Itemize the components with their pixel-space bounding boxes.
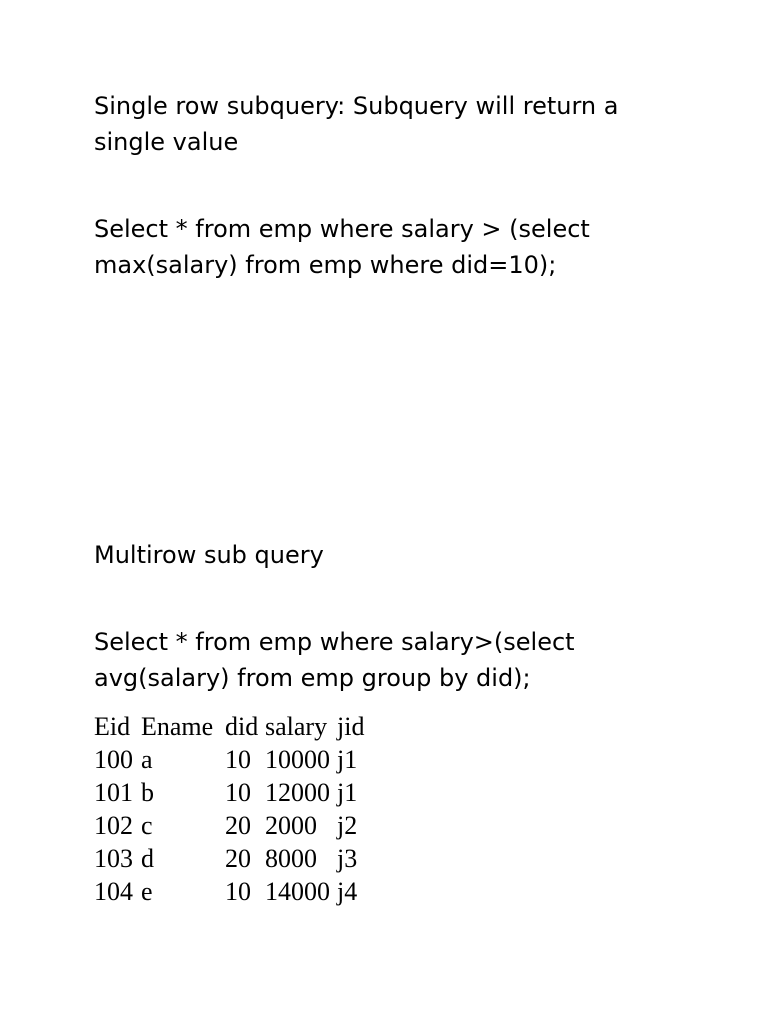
cell-salary: 8000 xyxy=(265,844,317,873)
cell-did: 20 xyxy=(225,844,251,873)
cell-ename: d xyxy=(141,844,154,873)
cell-did: 10 xyxy=(225,778,251,807)
header-ename: Ename xyxy=(141,712,214,741)
cell-ename: c xyxy=(141,811,153,840)
cell-jid: j3 xyxy=(337,844,358,873)
table-header-row xyxy=(94,710,377,743)
multirow-query: Select * from emp where salary>(select avg(salary) from emp group by did); xyxy=(94,628,575,692)
cell-jid: j1 xyxy=(337,778,358,807)
table-row xyxy=(94,842,377,875)
multirow-heading: Multirow sub query xyxy=(94,541,324,569)
cell-salary: 10000 xyxy=(265,745,330,774)
header-jid: jid xyxy=(337,712,365,741)
header-eid: Eid xyxy=(94,712,131,741)
cell-eid: 102 xyxy=(94,811,133,840)
single-row-heading: Single row subquery: Subquery will return a single value xyxy=(94,92,619,156)
table-row xyxy=(94,743,377,776)
cell-ename: a xyxy=(141,745,153,774)
cell-salary: 12000 xyxy=(265,778,330,807)
cell-jid: j2 xyxy=(337,811,358,840)
cell-did: 10 xyxy=(225,745,251,774)
cell-salary: 14000 xyxy=(265,877,330,906)
table-row xyxy=(94,875,377,908)
cell-ename: e xyxy=(141,877,153,906)
cell-ename: b xyxy=(141,778,154,807)
header-did: did xyxy=(225,712,259,741)
cell-eid: 101 xyxy=(94,778,133,807)
cell-eid: 103 xyxy=(94,844,133,873)
single-row-query: Select * from emp where salary > (select max(salary) from emp where did=10); xyxy=(94,215,590,279)
table-row xyxy=(94,809,377,842)
cell-salary: 2000 xyxy=(265,811,317,840)
table-row xyxy=(94,776,377,809)
cell-did: 10 xyxy=(225,877,251,906)
cell-eid: 104 xyxy=(94,877,133,906)
cell-did: 20 xyxy=(225,811,251,840)
cell-jid: j4 xyxy=(337,877,358,906)
emp-table xyxy=(94,710,377,908)
header-salary: salary xyxy=(265,712,328,741)
cell-eid: 100 xyxy=(94,745,133,774)
cell-jid: j1 xyxy=(337,745,358,774)
